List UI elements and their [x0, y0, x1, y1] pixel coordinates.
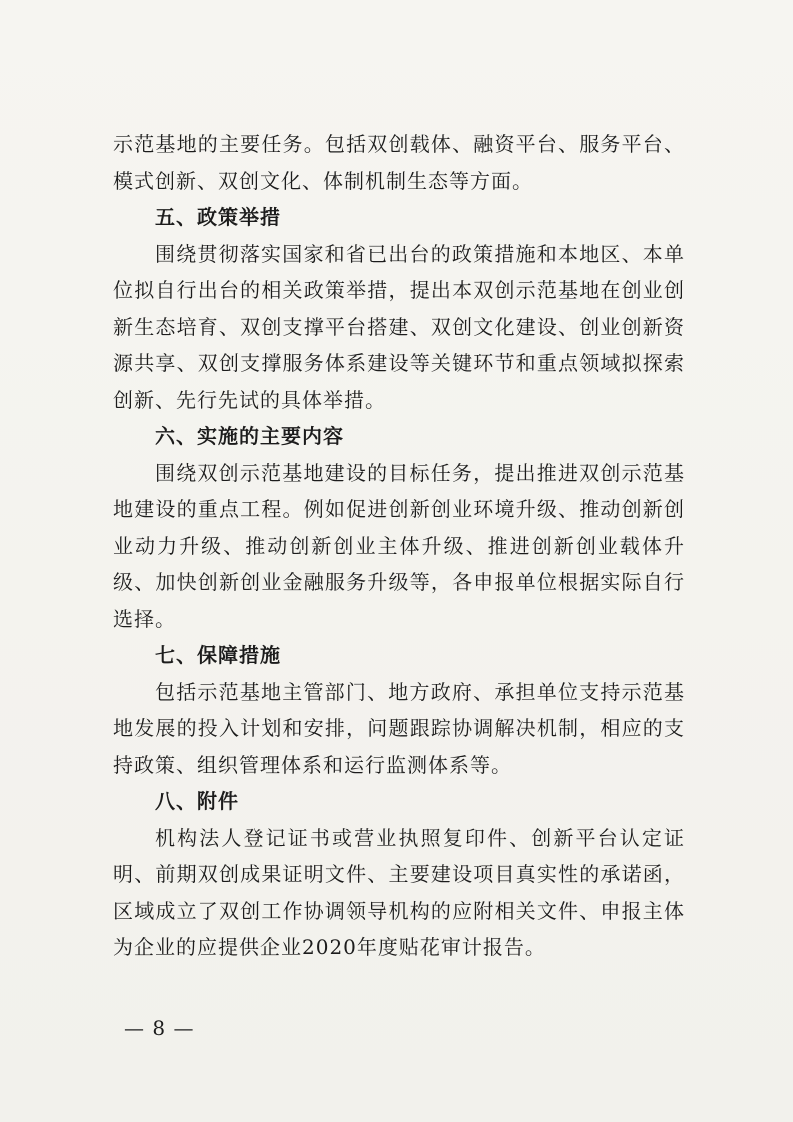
page-number: — 8 — — [124, 1016, 195, 1040]
paragraph-main-content: 围绕双创示范基地建设的目标任务，提出推进双创示范基地建设的重点工程。例如促进创新创业环境升级、推动创新创业动力升级、推动创新创业主体升级、推进创新创业载体升级、加快创新创业金融服务升级等，各申报单位根据实际自行选择。 — [113, 460, 685, 631]
heading-policy-measures: 五、政策举措 — [155, 205, 281, 229]
paragraph-safeguard-measures: 包括示范基地主管部门、地方政府、承担单位支持示范基地发展的投入计划和安排，问题跟踪协调解决机制，相应的支持政策、组织管理体系和运行监测体系等。 — [113, 679, 685, 777]
document-body — [113, 126, 685, 966]
paragraph-attachments: 机构法人登记证书或营业执照复印件、创新平台认定证明、前期双创成果证明文件、主要建设项目真实性的承诺函，区域成立了双创工作协调领导机构的应附相关文件、申报主体为企业的应提供企业2020年度贴花审计报告。 — [113, 825, 685, 959]
heading-main-content: 六、实施的主要内容 — [155, 424, 344, 448]
heading-safeguard-measures: 七、保障措施 — [155, 643, 281, 667]
heading-attachments: 八、附件 — [155, 789, 239, 813]
paragraph-policy-measures: 围绕贯彻落实国家和省已出台的政策措施和本地区、本单位拟自行出台的相关政策举措，提出本双创示范基地在创业创新生态培育、双创支撑平台搭建、双创文化建设、创业创新资源共享、双创支撑服务体系建设等关键环节和重点领域拟探索创新、先行先试的具体举措。 — [113, 241, 685, 412]
paragraph-intro: 示范基地的主要任务。包括双创载体、融资平台、服务平台、模式创新、双创文化、体制机制生态等方面。 — [113, 132, 685, 193]
